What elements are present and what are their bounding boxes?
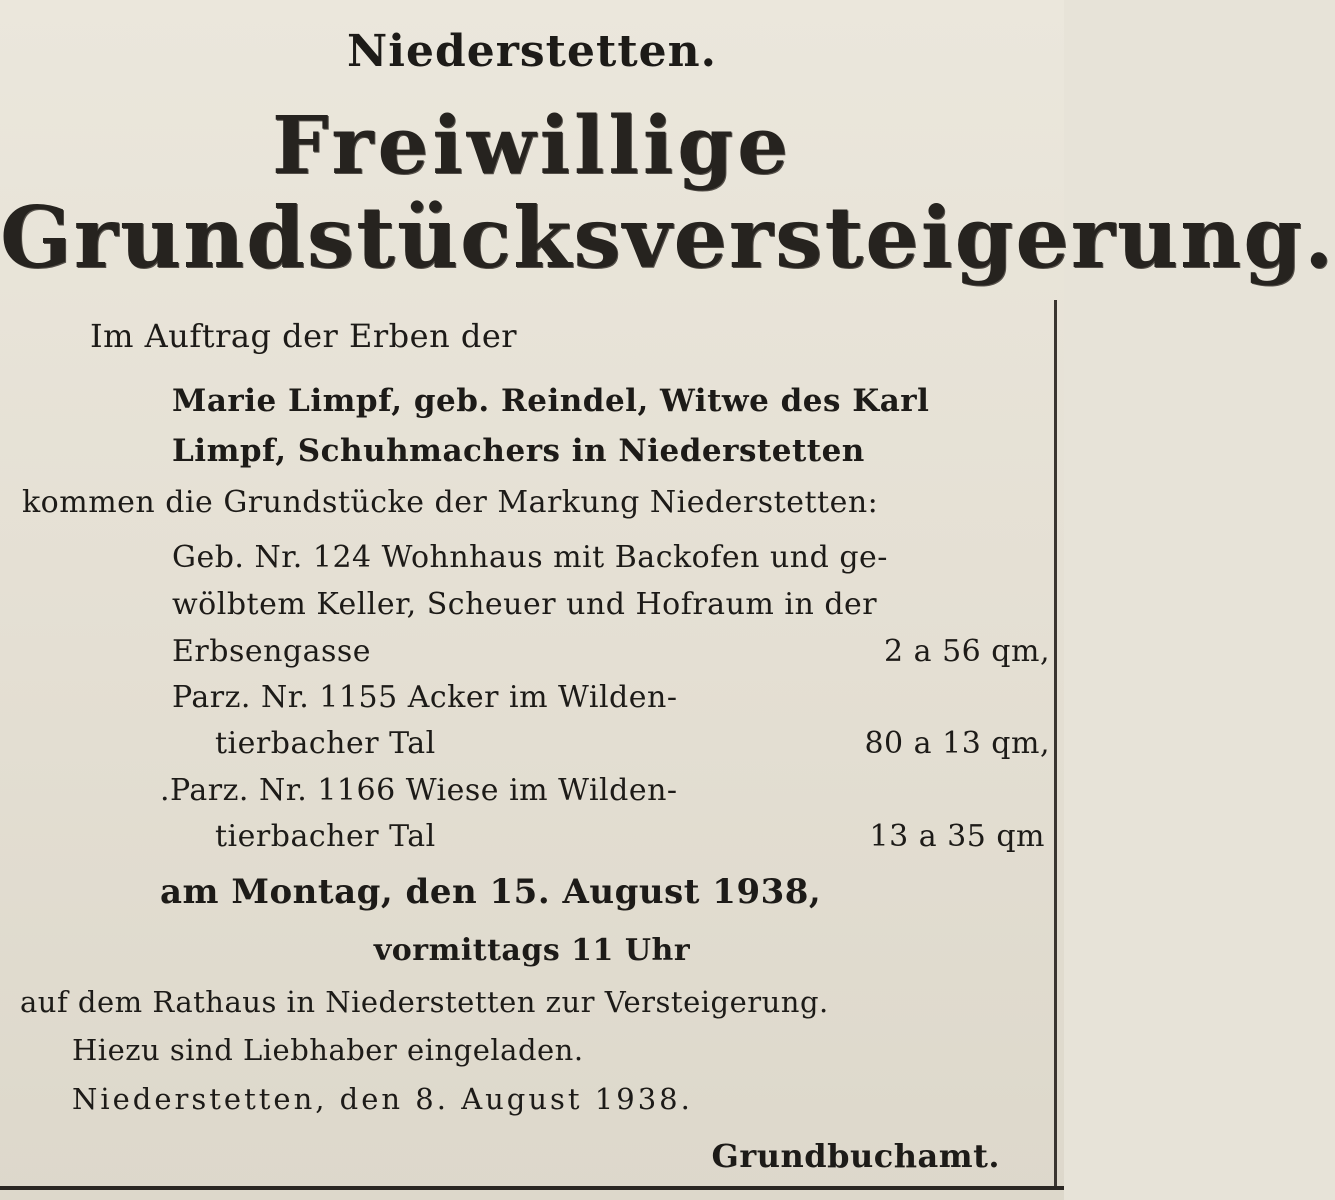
- invitation-text: Hiezu sind Liebhaber eingeladen.: [72, 1033, 584, 1067]
- parcel-3-line2: tierbacher Tal: [215, 819, 436, 854]
- auction-date: am Montag, den 15. August 1938,: [160, 872, 822, 912]
- parcel-2-area: 80 a 13 qm,: [864, 726, 1050, 761]
- parcel-2-line2: tierbacher Tal: [215, 726, 436, 761]
- notice-title-line2: Grundstücksversteigerung.: [0, 188, 1335, 287]
- dateline: Niederstetten, den 8. August 1938.: [72, 1082, 693, 1116]
- parcel-2-line1: Parz. Nr. 1155 Acker im Wilden-: [172, 680, 678, 715]
- person-line1: Marie Limpf, geb. Reindel, Witwe des Karl: [172, 383, 930, 419]
- column-rule-bottom: [0, 1186, 1064, 1190]
- parcel-3-area: 13 a 35 qm: [869, 819, 1045, 854]
- place-heading: Niederstetten.: [347, 26, 717, 77]
- parcel-1-line1: Geb. Nr. 124 Wohnhaus mit Backofen und ge-: [172, 540, 888, 575]
- signature: Grundbuchamt.: [711, 1137, 1000, 1175]
- lead-text: kommen die Grundstücke der Markung Niederstetten:: [22, 485, 879, 520]
- person-line2: Limpf, Schuhmachers in Niederstetten: [172, 433, 865, 469]
- intro-text: Im Auftrag der Erben der: [90, 317, 518, 355]
- notice-title-line1: Freiwillige: [271, 98, 793, 192]
- parcel-1-area: 2 a 56 qm,: [884, 634, 1050, 669]
- column-rule-right: [1054, 300, 1057, 1190]
- parcel-1-line3: Erbsengasse: [172, 634, 372, 669]
- parcel-1-line2: wölbtem Keller, Scheuer und Hofraum in der: [172, 587, 878, 622]
- auction-location: auf dem Rathaus in Niederstetten zur Versteigerung.: [20, 985, 829, 1019]
- auction-time: vormittags 11 Uhr: [373, 933, 691, 968]
- parcel-3-line1: .Parz. Nr. 1166 Wiese im Wilden-: [160, 773, 678, 808]
